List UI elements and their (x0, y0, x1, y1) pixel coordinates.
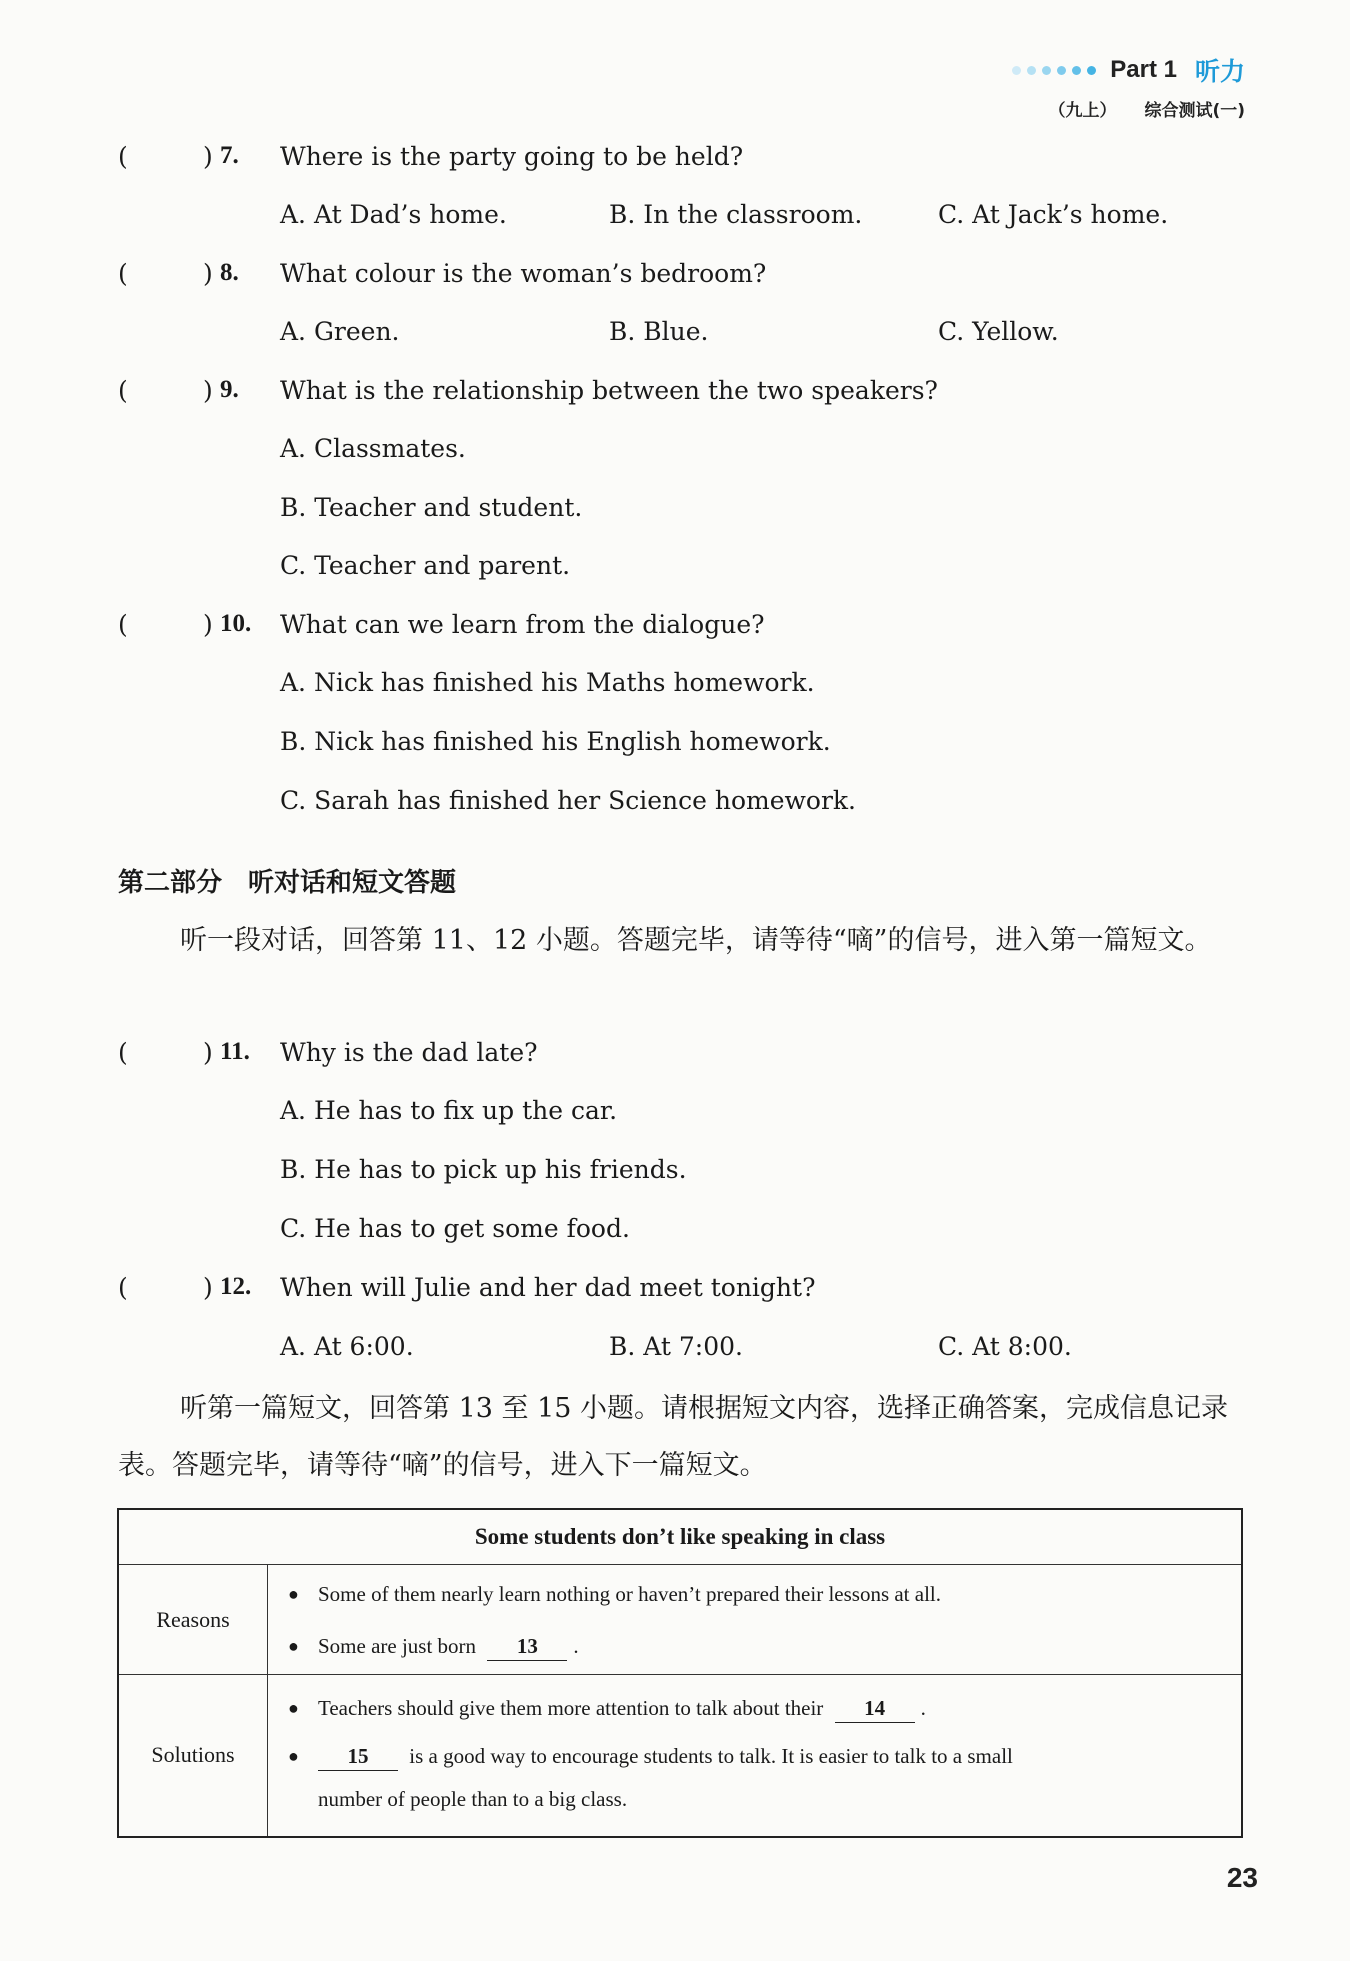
option-c: C. At Jack’s home. (938, 200, 1169, 229)
section-instruction-1: 听一段对话，回答第 11、12 小题。答题完毕，请等待“嘀”的信号，进入第一篇短文。 (180, 925, 1212, 956)
reason-item (288, 1626, 1227, 1666)
reason-text: Some of them nearly learn nothing or haven’t prepared their lessons at all. (318, 1581, 942, 1606)
question-number: 8. (220, 259, 239, 286)
option-b: B. Nick has finished his English homework. (280, 727, 831, 756)
page-number: 23 (1226, 1862, 1258, 1893)
part-title: 听力 (1194, 57, 1245, 86)
option-b: B. Teacher and student. (280, 493, 583, 522)
answer-paren-close: ) (203, 1273, 213, 1302)
reason-item (288, 1574, 1227, 1614)
answer-blank-14[interactable]: 14 (835, 1694, 915, 1723)
part-label: Part 1 (1110, 56, 1177, 83)
question-stem: What can we learn from the dialogue? (280, 610, 765, 639)
header-part-line (1012, 52, 1245, 88)
answer-paren-close: ) (203, 610, 213, 639)
answer-blank-15[interactable]: 15 (318, 1742, 398, 1771)
test-name: 综合测试(一) (1144, 101, 1245, 121)
reason-text: Some are just born (318, 1633, 477, 1658)
option-a: A. Classmates. (280, 434, 466, 463)
info-record-table (117, 1508, 1243, 1838)
header-test-line (1012, 96, 1245, 121)
reasons-label: Reasons (118, 1565, 268, 1675)
solution-text: is a good way to encourage students to talk. It is easier to talk to a small (409, 1744, 1013, 1769)
bullet-icon: ● (288, 1635, 299, 1656)
option-b: B. At 7:00. (609, 1332, 743, 1361)
question-stem: When will Julie and her dad meet tonight? (280, 1273, 816, 1302)
reasons-content (268, 1565, 1243, 1675)
option-b: B. Blue. (609, 317, 709, 346)
solutions-content (268, 1675, 1243, 1837)
solution-text: Teachers should give them more attention to talk about their (318, 1696, 824, 1721)
bullet-icon: ● (288, 1583, 299, 1604)
option-c: C. Yellow. (938, 317, 1059, 346)
question-stem: What colour is the woman’s bedroom? (280, 259, 767, 288)
page-header (1012, 52, 1245, 121)
section-title: 第二部分 听对话和短文答题 (118, 868, 457, 898)
answer-paren-open: ( (118, 376, 128, 405)
question-number: 7. (220, 142, 239, 169)
bullet-icon: ● (288, 1698, 299, 1719)
option-c: C. At 8:00. (938, 1332, 1072, 1361)
bullet-icon: ● (288, 1746, 299, 1767)
punctuation: . (573, 1633, 579, 1658)
option-b: B. He has to pick up his friends. (280, 1155, 687, 1184)
question-number: 11. (220, 1038, 250, 1065)
question-stem: Where is the party going to be held? (280, 142, 744, 171)
solution-item (288, 1736, 1227, 1776)
table-title: Some students don’t like speaking in class (118, 1509, 1242, 1565)
question-number: 12. (220, 1273, 252, 1300)
answer-paren-open: ( (118, 1038, 128, 1067)
answer-paren-open: ( (118, 1273, 128, 1302)
answer-paren-open: ( (118, 610, 128, 639)
question-number: 9. (220, 376, 239, 403)
solutions-label: Solutions (118, 1675, 268, 1837)
question-number: 10. (220, 610, 252, 637)
solution-text-continued: number of people than to a big class. (318, 1787, 628, 1812)
answer-paren-open: ( (118, 142, 128, 171)
section-instruction-2: 听第一篇短文，回答第 13 至 15 小题。请根据短文内容，选择正确答案，完成信息记录表。答题完毕，请等待“嘀”的信号，进入下一篇短文。 (118, 1393, 1229, 1481)
option-c: C. He has to get some food. (280, 1214, 630, 1243)
question-stem: What is the relationship between the two speakers? (280, 376, 938, 405)
option-a: A. He has to fix up the car. (280, 1096, 618, 1125)
answer-paren-close: ) (203, 259, 213, 288)
punctuation: . (920, 1696, 926, 1721)
answer-paren-close: ) (203, 376, 213, 405)
answer-paren-open: ( (118, 259, 128, 288)
answer-paren-close: ) (203, 142, 213, 171)
option-a: A. Nick has finished his Maths homework. (280, 668, 815, 697)
option-a: A. At 6:00. (280, 1332, 414, 1361)
answer-paren-close: ) (203, 1038, 213, 1067)
option-a: A. Green. (280, 317, 400, 346)
answer-blank-13[interactable]: 13 (487, 1632, 567, 1661)
option-c: C. Sarah has finished her Science homework. (280, 786, 857, 815)
solution-item (288, 1688, 1227, 1728)
option-b: B. In the classroom. (609, 200, 863, 229)
option-a: A. At Dad’s home. (280, 200, 507, 229)
grade-label: （九上） (1048, 101, 1117, 121)
option-c: C. Teacher and parent. (280, 551, 571, 580)
question-stem: Why is the dad late? (280, 1038, 538, 1067)
decorative-dots-icon (1012, 66, 1096, 75)
